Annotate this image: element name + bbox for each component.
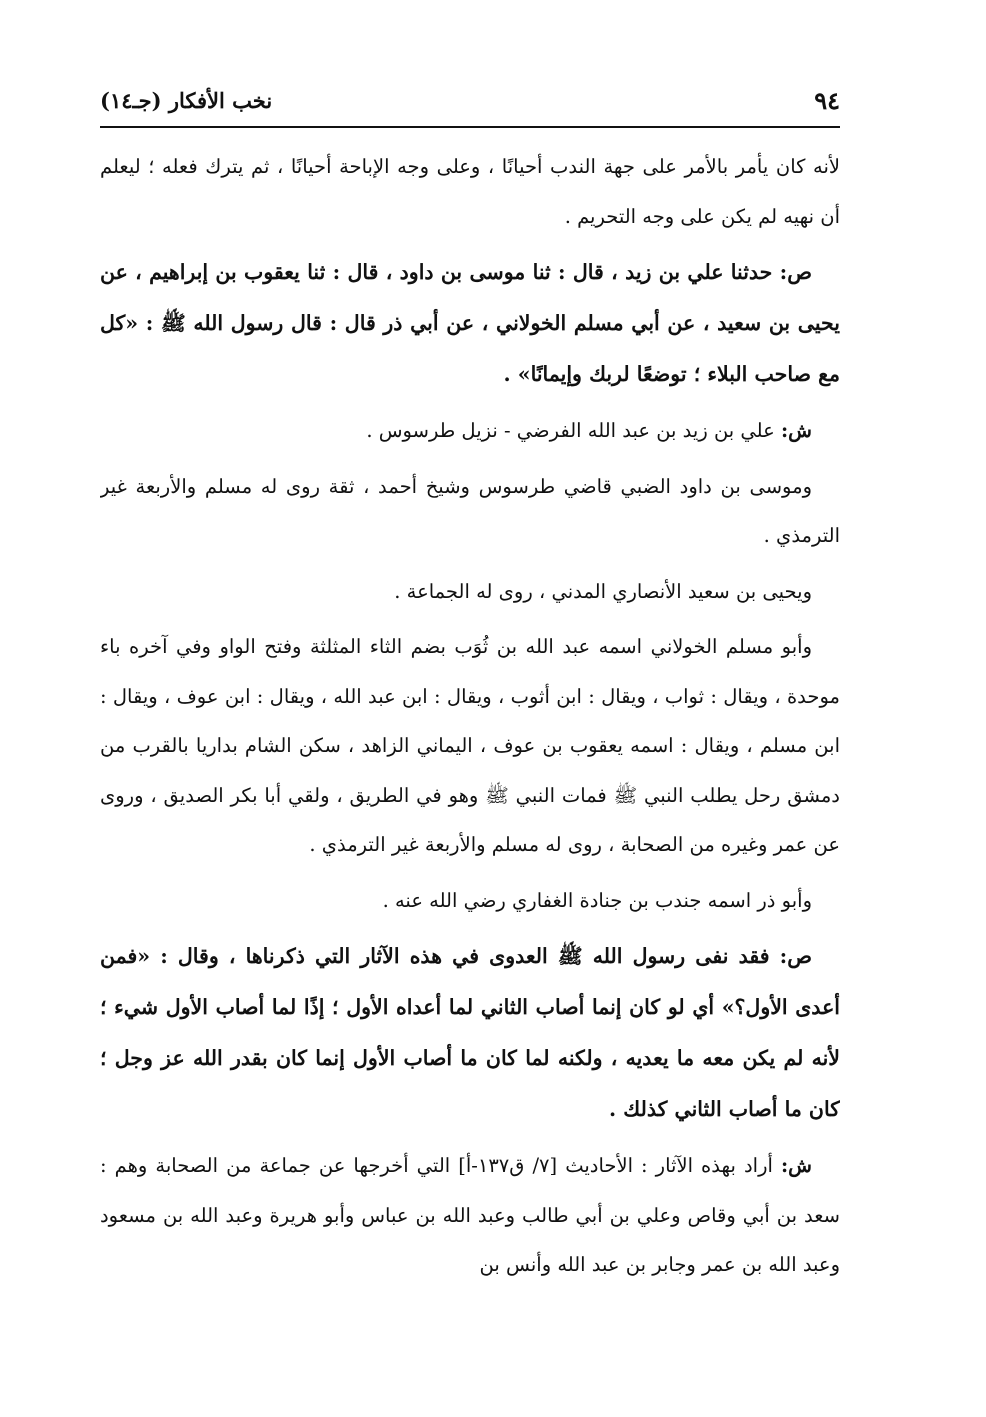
paragraph-marker: ص: <box>779 944 812 968</box>
paragraph-text: وأبو مسلم الخولاني اسمه عبد الله بن ثُوَب بضم الثاء المثلثة وفتح الواو وفي آخره باء موحدة ، ويقال : ثواب ، ويقال : ابن أثوب ، ويقال : ابن عبد الله ، ويقال : ابن عوف ، ويقال : ابن مسلم ، ويقال : اسمه يعقوب بن عوف ، اليماني الزاهد ، سكن الشام بداريا بالقرب من دمشق رحل يطلب النبي ﷺ فمات النبي ﷺ وهو في الطريق ، ولقي أبا بكر الصديق ، وروى عن عمر وغيره من الصحابة ، روى له مسلم والأربعة غير الترمذي . <box>100 635 840 856</box>
paragraph-marker: ش: <box>780 1154 812 1177</box>
running-title: نخب الأفكار (جـ١٤) <box>100 88 273 113</box>
paragraph-text: ويحيى بن سعيد الأنصاري المدني ، روى له الجماعة . <box>394 579 812 603</box>
paragraph-text: أراد بهذه الآثار : الأحاديث [٧/ ق١٣٧-أ] التي أخرجها عن جماعة من الصحابة وهم : سعد بن أبي وقاص وعلي بن أبي طالب وعبد الله بن عباس وأبو هريرة وعبد الله بن مسعود وعبد الله بن عمر وجابر بن عبد الله وأنس بن <box>100 1154 840 1276</box>
paragraph-7 <box>100 876 840 926</box>
paragraph-text: علي بن زيد بن عبد الله الفرضي - نزيل طرسوس . <box>366 419 781 442</box>
paragraph-text: وأبو ذر اسمه جندب بن جنادة الغفاري رضي الله عنه . <box>382 888 812 912</box>
paragraph-marker: ص: <box>779 260 812 284</box>
paragraph-5 <box>100 567 840 617</box>
paragraph-9-commentary <box>100 1141 840 1290</box>
paragraph-text: لأنه كان يأمر بالأمر على جهة الندب أحيانًا ، وعلى وجه الإباحة أحيانًا ، ثم يترك فعله ؛ ليعلم أن نهيه لم يكن على وجه التحريم . <box>100 155 840 228</box>
page-number: ٩٤ <box>814 86 840 115</box>
paragraph-2-hadith <box>100 247 840 400</box>
paragraph-text: فقد نفى رسول الله ﷺ العدوى في هذه الآثار التي ذكرناها ، وقال : «فمن أعدى الأول؟» أي لو كان إنما أصاب الثاني لما أعداه الأول ؛ إذًا لما أصاب الأول شيء ؛ لأنه لم يكن معه ما يعديه ، ولكنه لما كان ما أصاب الأول إنما كان بقدر الله عز وجل ؛ كان ما أصاب الثاني كذلك . <box>100 944 840 1121</box>
page-header <box>100 82 840 128</box>
page-body <box>100 142 840 1290</box>
paragraph-marker: ش: <box>780 419 812 442</box>
paragraph-3-commentary <box>100 406 840 456</box>
document-page <box>100 82 840 1392</box>
paragraph-4 <box>100 462 840 561</box>
paragraph-text: وموسى بن داود الضبي قاضي طرسوس وشيخ أحمد ، ثقة روى له مسلم والأربعة غير الترمذي . <box>100 474 840 547</box>
paragraph-1 <box>100 142 840 241</box>
paragraph-6 <box>100 622 840 870</box>
paragraph-text: حدثنا علي بن زيد ، قال : ثنا موسى بن داود ، قال : ثنا يعقوب بن إبراهيم ، عن يحيى بن سعيد ، عن أبي مسلم الخولاني ، عن أبي ذر قال : قال رسول الله ﷺ : «كل مع صاحب البلاء ؛ توضعًا لربك وإيمانًا» . <box>100 260 840 386</box>
paragraph-8-hadith <box>100 931 840 1135</box>
